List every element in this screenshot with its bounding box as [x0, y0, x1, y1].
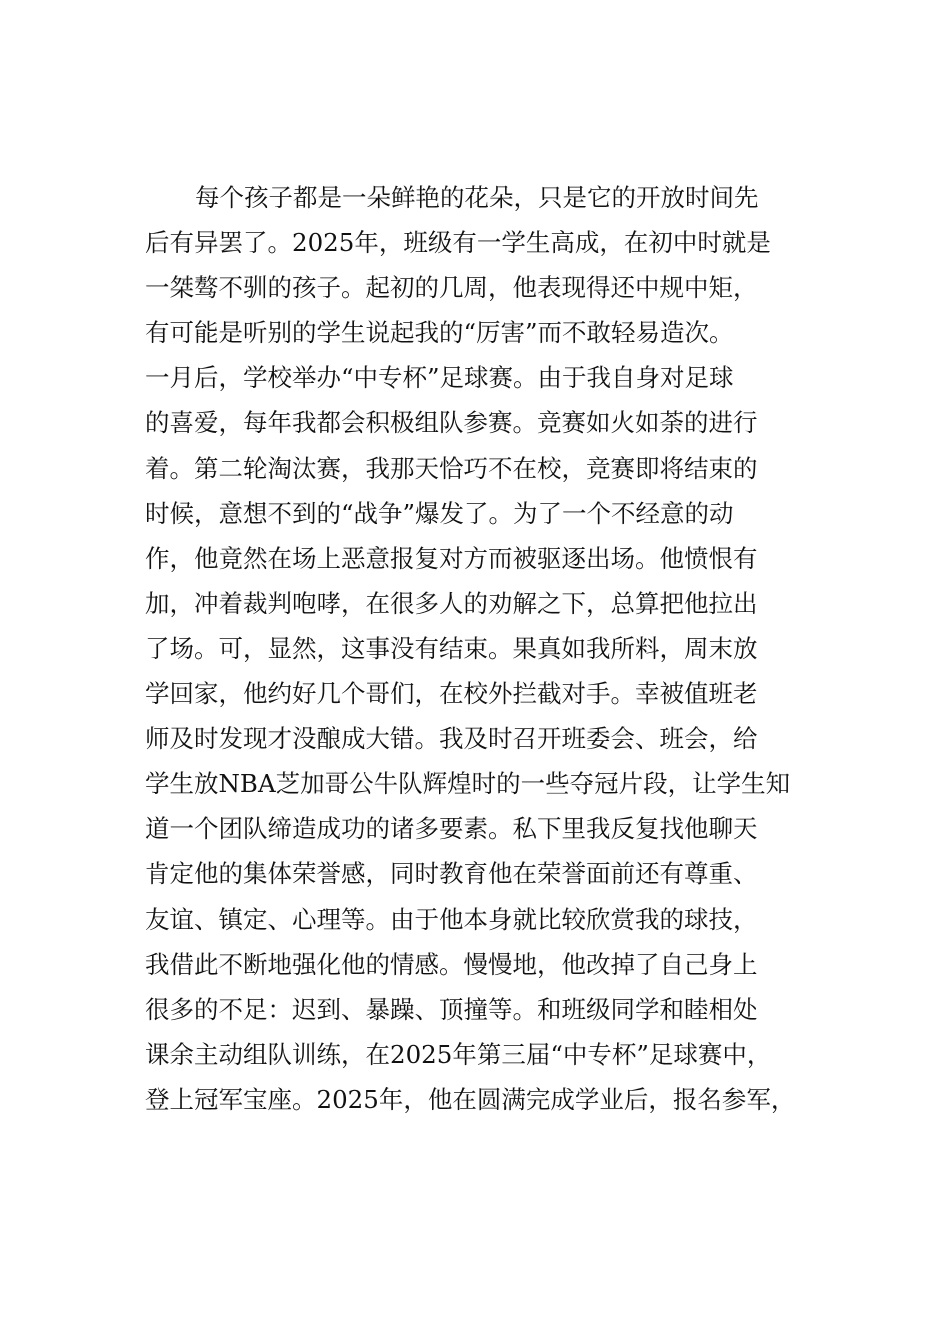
text-line: 登上冠军宝座。2025年，他在圆满完成学业后，报名参军， [145, 1084, 796, 1114]
text-line: 课余主动组队训练，在2025年第三届“中专杯”足球赛中， [145, 1039, 772, 1069]
text-line: 很多的不足：迟到、暴躁、顶撞等。和班级同学和睦相处 [145, 994, 758, 1024]
text-line: 有可能是听别的学生说起我的“厉害”而不敢轻易造次。 [145, 318, 734, 348]
text-line: 学回家，他约好几个哥们，在校外拦截对手。幸被值班老 [145, 679, 758, 709]
body-paragraph [145, 175, 825, 1122]
text-line: 着。第二轮淘汰赛，我那天恰巧不在校，竞赛即将结束的 [145, 453, 758, 483]
text-line: 加，冲着裁判咆哮，在很多人的劝解之下，总算把他拉出 [145, 588, 758, 618]
text-line: 的喜爱，每年我都会积极组队参赛。竞赛如火如荼的进行 [145, 408, 758, 438]
text-line: 后有异罢了。2025年，班级有一学生高成，在初中时就是 [145, 228, 771, 258]
text-line: 友谊、镇定、心理等。由于他本身就比较欣赏我的球技， [145, 904, 758, 934]
text-line: 每个孩子都是一朵鲜艳的花朵，只是它的开放时间先 [195, 183, 759, 212]
text-line: 道一个团队缔造成功的诸多要素。私下里我反复找他聊天 [145, 814, 758, 844]
text-line: 了场。可，显然，这事没有结束。果真如我所料，周末放 [145, 633, 758, 663]
text-line: 我借此不断地强化他的情感。慢慢地，他改掉了自己身上 [145, 949, 758, 979]
text-line: 一桀骜不驯的孩子。起初的几周，他表现得还中规中矩， [145, 273, 758, 303]
text-line: 作，他竟然在场上恶意报复对方而被驱逐出场。他愤恨有 [145, 543, 758, 573]
text-line: 一月后，学校举办“中专杯”足球赛。由于我自身对足球 [145, 363, 734, 393]
text-line: 学生放NBA芝加哥公牛队辉煌时的一些夺冠片段，让学生知 [145, 769, 791, 799]
text-line: 时候，意想不到的“战争”爆发了。为了一个不经意的动 [145, 498, 734, 528]
text-line: 师及时发现才没酿成大错。我及时召开班委会、班会，给 [145, 724, 758, 754]
text-line: 肯定他的集体荣誉感，同时教育他在荣誉面前还有尊重、 [145, 859, 758, 889]
